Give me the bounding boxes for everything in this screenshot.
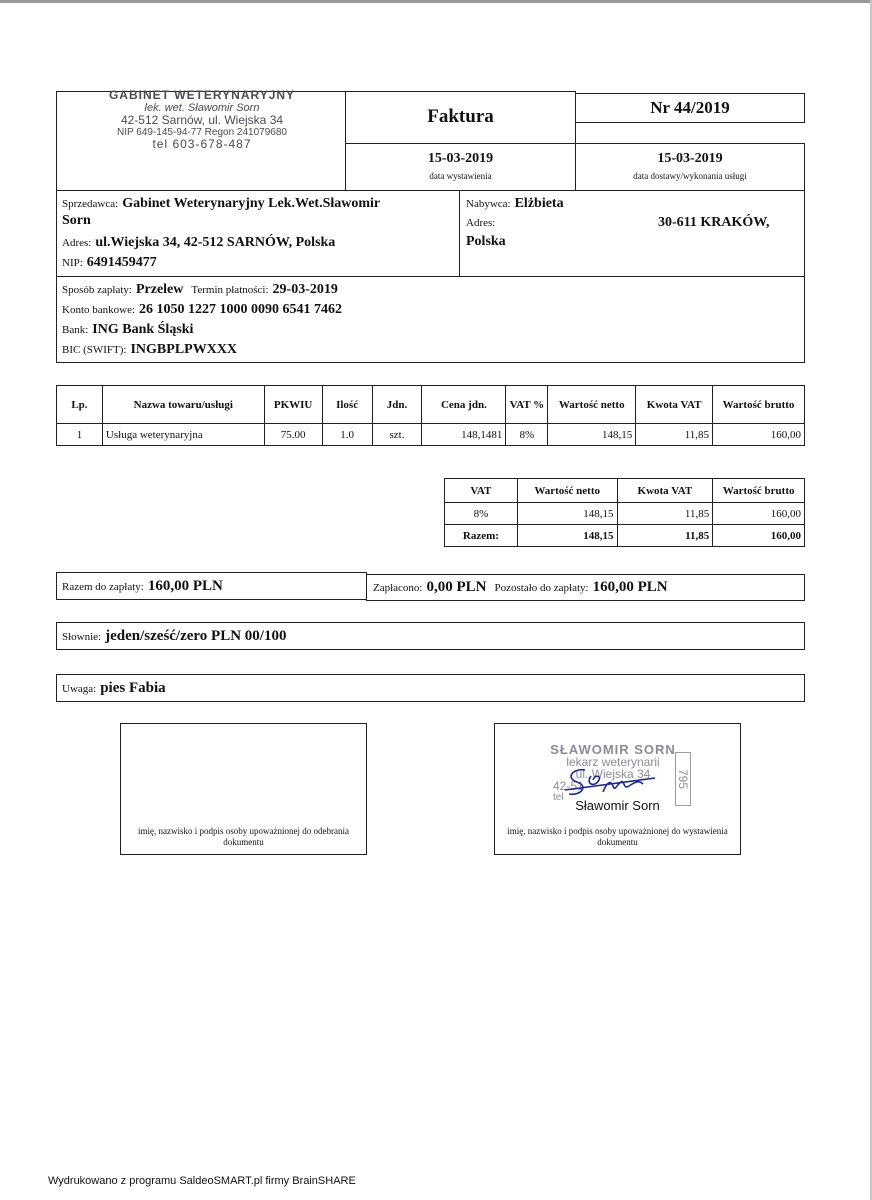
vat-row-gross: 160,00 <box>713 503 805 525</box>
vat-total-row <box>445 525 805 547</box>
payment-box <box>56 276 805 363</box>
row-price: 148,1481 <box>422 424 506 446</box>
payment-account: 26 1050 1227 1000 0090 6541 7462 <box>139 302 343 317</box>
col-lp: Lp. <box>57 386 103 424</box>
note-label: Uwaga: <box>62 683 97 695</box>
handwritten-signature-icon <box>555 762 665 802</box>
seller-stamp-line2: lek. wet. Sławomir Sorn <box>144 102 260 115</box>
seller-address-line <box>62 233 457 251</box>
buyer-city: 30-611 KRAKÓW, <box>658 215 770 230</box>
row-vat: 8% <box>506 424 548 446</box>
note-line <box>62 679 166 697</box>
issuer-stamp-line1: SŁAWOMIR SORN <box>550 742 676 757</box>
seller-label: Sprzedawca: <box>62 198 119 210</box>
vat-col-net: Wartość netto <box>517 479 617 503</box>
payment-bank: ING Bank Śląski <box>92 322 194 337</box>
col-name: Nazwa towaru/usługi <box>102 386 264 424</box>
paid-value: 0,00 PLN <box>426 579 487 595</box>
issue-date-label: data wystawienia <box>429 171 492 181</box>
page-edge <box>0 0 872 6</box>
col-net: Wartość netto <box>548 386 636 424</box>
buyer-box <box>459 190 805 277</box>
seller-stamp <box>77 89 327 152</box>
col-vat: VAT % <box>506 386 548 424</box>
words-label: Słownie: <box>62 631 102 643</box>
payment-due: 29-03-2019 <box>272 282 338 297</box>
vat-total-gross: 160,00 <box>713 525 805 547</box>
col-qty: Ilość <box>322 386 372 424</box>
buyer-name-line <box>466 194 564 212</box>
seller-address-label: Adres: <box>62 237 92 249</box>
row-net: 148,15 <box>548 424 636 446</box>
row-name: Usługa weterynaryjna <box>102 424 264 446</box>
note-box <box>56 674 805 702</box>
buyer-address-label: Adres: <box>466 217 496 229</box>
buyer-name: Elżbieta <box>514 196 564 211</box>
delivery-date-box <box>575 143 805 191</box>
vat-col-rate: VAT <box>445 479 518 503</box>
issuer-stamp-line2: lekarz weterynarii <box>566 755 660 769</box>
vat-summary-header-row <box>445 479 805 503</box>
seller-stamp-line1: GABINET WETERYNARYJNY <box>108 88 296 102</box>
issue-date-box <box>345 143 576 191</box>
payment-due-label: Termin płatności: <box>191 284 269 296</box>
seller-name-1: Gabinet Weterynaryjny Lek.Wet.Sławomir <box>122 196 381 211</box>
col-price: Cena jdn. <box>422 386 506 424</box>
payment-method-line <box>62 280 338 298</box>
issuer-stamp-line3: ul. Wiejska 34 <box>575 767 651 781</box>
payment-account-line <box>62 300 342 318</box>
issuer-name: Sławomir Sorn <box>575 798 660 813</box>
payment-bank-line <box>62 320 193 338</box>
row-lp: 1 <box>57 424 103 446</box>
invoice-number: Nr 44/2019 <box>650 98 730 117</box>
vat-total-vat: 11,85 <box>617 525 713 547</box>
invoice-title: Faktura <box>427 106 494 127</box>
footer-text: Wydrukowano z programu SaldeoSMART.pl firmy BrainSHARE <box>48 1175 356 1187</box>
remaining-value: 160,00 PLN <box>592 579 668 595</box>
issue-date: 15-03-2019 <box>427 151 494 166</box>
row-gross: 160,00 <box>713 424 805 446</box>
payment-method-label: Sposób zapłaty: <box>62 284 132 296</box>
header-seller-box <box>56 88 346 191</box>
col-vat-amount: Kwota VAT <box>636 386 713 424</box>
seller-stamp-line4: NIP 649-145-94-77 Regon 241079680 <box>117 127 287 139</box>
vat-row-rate: 8% <box>445 503 518 525</box>
words-box <box>56 622 805 650</box>
to-pay-value: 160,00 PLN <box>147 578 223 594</box>
buyer-country: Polska <box>466 234 506 249</box>
words-value: jeden/sześć/zero PLN 00/100 <box>105 628 287 644</box>
receiver-signature-box <box>120 723 367 855</box>
payment-bank-label: Bank: <box>62 324 89 336</box>
row-qty: 1.0 <box>322 424 372 446</box>
payment-account-label: Konto bankowe: <box>62 304 136 316</box>
issuer-stamp-side-text: 795 <box>676 768 690 790</box>
number-box <box>575 93 805 123</box>
row-unit: szt. <box>372 424 422 446</box>
col-gross: Wartość brutto <box>713 386 805 424</box>
seller-nip-label: NIP: <box>62 257 83 269</box>
issuer-signature-caption: imię, nazwisko i podpis osoby upoważnionej do wystawienia dokumentu <box>507 826 728 847</box>
title-box <box>345 91 576 144</box>
to-pay-line <box>62 577 223 595</box>
remaining-label: Pozostało do zapłaty: <box>494 582 589 594</box>
vat-row-vat: 11,85 <box>617 503 713 525</box>
vat-total-label: Razem: <box>445 525 518 547</box>
row-pkwiu: 75.00 <box>264 424 322 446</box>
issuer-stamp-line5: tel <box>553 792 564 803</box>
seller-stamp-line5: tel 603-678-487 <box>152 137 252 152</box>
seller-stamp-line3: 42-512 Sarnów, ul. Wiejska 34 <box>120 113 284 128</box>
vat-col-gross: Wartość brutto <box>713 479 805 503</box>
seller-name-line <box>62 194 457 213</box>
payment-bic: INGBPLPWXXX <box>130 342 238 357</box>
receiver-signature-caption: imię, nazwisko i podpis osoby upoważnionej do odebrania dokumentu <box>138 826 349 847</box>
seller-box <box>56 190 460 277</box>
col-unit: Jdn. <box>372 386 422 424</box>
paid-label: Zapłacono: <box>373 582 423 594</box>
to-pay-box <box>56 572 367 600</box>
payment-bic-label: BIC (SWIFT): <box>62 344 127 356</box>
page-edge-right <box>868 0 872 1200</box>
seller-nip: 6491459477 <box>86 255 157 270</box>
vat-total-net: 148,15 <box>517 525 617 547</box>
issuer-stamp-line4: 42-51 <box>553 779 584 793</box>
items-table <box>56 385 805 446</box>
vat-col-vat: Kwota VAT <box>617 479 713 503</box>
seller-address: ul.Wiejska 34, 42-512 SARNÓW, Polska <box>95 235 336 250</box>
issuer-signature-box <box>494 723 741 855</box>
items-header-row <box>57 386 805 424</box>
words-line <box>62 627 286 645</box>
table-row <box>57 424 805 446</box>
row-vat-amount: 11,85 <box>636 424 713 446</box>
seller-nip-line <box>62 253 157 271</box>
col-pkwiu: PKWIU <box>264 386 322 424</box>
paid-line <box>373 578 668 596</box>
to-pay-label: Razem do zapłaty: <box>62 581 144 593</box>
vat-summary-table <box>444 478 805 547</box>
delivery-date-label: data dostawy/wykonania usługi <box>633 171 747 181</box>
payment-bic-line <box>62 340 237 358</box>
delivery-date: 15-03-2019 <box>657 151 723 166</box>
seller-name-2: Sorn <box>62 213 91 228</box>
payment-method: Przelew <box>135 282 184 297</box>
table-row <box>445 503 805 525</box>
note-value: pies Fabia <box>100 680 166 696</box>
vat-row-net: 148,15 <box>517 503 617 525</box>
paid-box <box>366 574 805 601</box>
buyer-label: Nabywca: <box>466 198 511 210</box>
